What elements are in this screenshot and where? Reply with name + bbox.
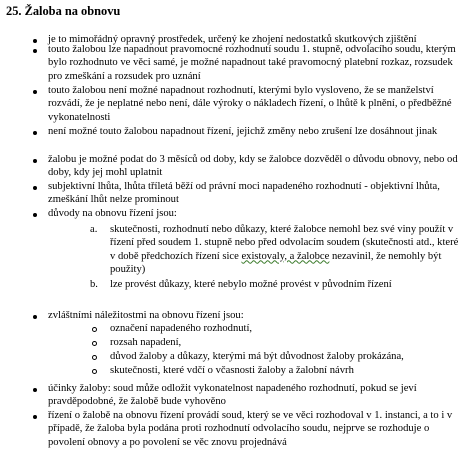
bullet-icon [33, 49, 37, 53]
sublist-letter: b. [90, 279, 98, 290]
circle-bullet-icon [92, 341, 97, 346]
grammar-underlined-text: existovaly, a žalobce [241, 250, 330, 262]
list-item: žalobu je možné podat do 3 měsíců od doby, kdy se žalobce dozvěděl o důvodu obnovy, nebo od doby, kdy jej mohl uplatnit [48, 154, 458, 179]
bullet-icon [33, 388, 37, 392]
bullet-icon [33, 159, 37, 163]
sublist-item: rozsah napadení, [110, 337, 182, 348]
bullet-icon [33, 213, 37, 217]
list-item: účinky žaloby: soud může odložit vykonatelnost napadeného rozhodnutí, pokud se jeví pravděpodobné, že žalobě bude vyhověno [48, 383, 417, 408]
list-item: zvláštními náležitostmi na obnovu řízení jsou: [48, 310, 244, 321]
circle-bullet-icon [92, 327, 97, 332]
sublist-item: důvod žaloby a důkazy, kterými má být důvodnost žaloby prokázána, [110, 351, 404, 362]
bullet-icon [33, 315, 37, 319]
list-item: důvody na obnovu řízení jsou: [48, 208, 177, 219]
list-item: není možné touto žalobou napadnout řízení, jejichž změny nebo zrušení lze dosáhnout jinak [48, 126, 438, 137]
sublist-item: označení napadeného rozhodnutí, [110, 323, 253, 334]
list-item: řízení o žalobě na obnovu řízení provádí soud, který se ve věci rozhodoval v 1. instanci, a to i v případě, že žaloba byla podána proti rozhodnutí odvolacího soudu, nejprve se rozhoduje o povolení obnovy a po povolení se věc znovu projednává [48, 410, 453, 448]
sublist-item: skutečnosti, rozhodnutí nebo důkazy, které žalobce nemohl bez své viny použít v řízení před soudem 1. stupně nebo před odvolacím soudem (skutečnosti atd., které v době předchozích řízení sice existovaly, a žalobce nezavinil, že nemohly být použity) [110, 224, 459, 275]
sublist-item: skutečnosti, které vdčí o včasnosti žaloby a žalobní návrh [110, 365, 354, 376]
list-item: je to mimořádný opravný prostředek, určený ke zhojení nedostatků skutkových zjištění [48, 34, 417, 45]
bullet-icon [33, 415, 37, 419]
sublist-item: lze provést důkazy, které nebylo možné provést v původním řízení [110, 279, 392, 290]
bullet-icon [33, 186, 37, 190]
sublist-letter: a. [90, 224, 98, 235]
list-item: touto žalobou lze napadnout pravomocné rozhodnutí soudu 1. stupně, odvolacího soudu, kterým bylo rozhodnuto ve věci samé, je možné napadnout také pravomocný platební rozkaz, rozsudek pro zmeškání a rozsudek pro uznání [48, 44, 456, 82]
section-title: 25. Žaloba na obnovu [6, 4, 121, 18]
circle-bullet-icon [92, 355, 97, 360]
bullet-icon [33, 131, 37, 135]
bullet-icon [33, 39, 37, 43]
list-item: touto žalobou není možné napadnout rozhodnutí, kterými bylo vysloveno, že se manželství rozvádí, že je neplatné nebo není, dále výroky o nákladech řízení, o lhůtě k plnění, o předběžné vykonatelnosti [48, 85, 452, 123]
circle-bullet-icon [92, 369, 97, 374]
list-item: subjektivní lhůta, lhůta tříletá běží od právní moci napadeného rozhodnutí - objektivní lhůta, zmeškání lhůt nelze prominout [48, 181, 440, 206]
bullet-icon [33, 90, 37, 94]
